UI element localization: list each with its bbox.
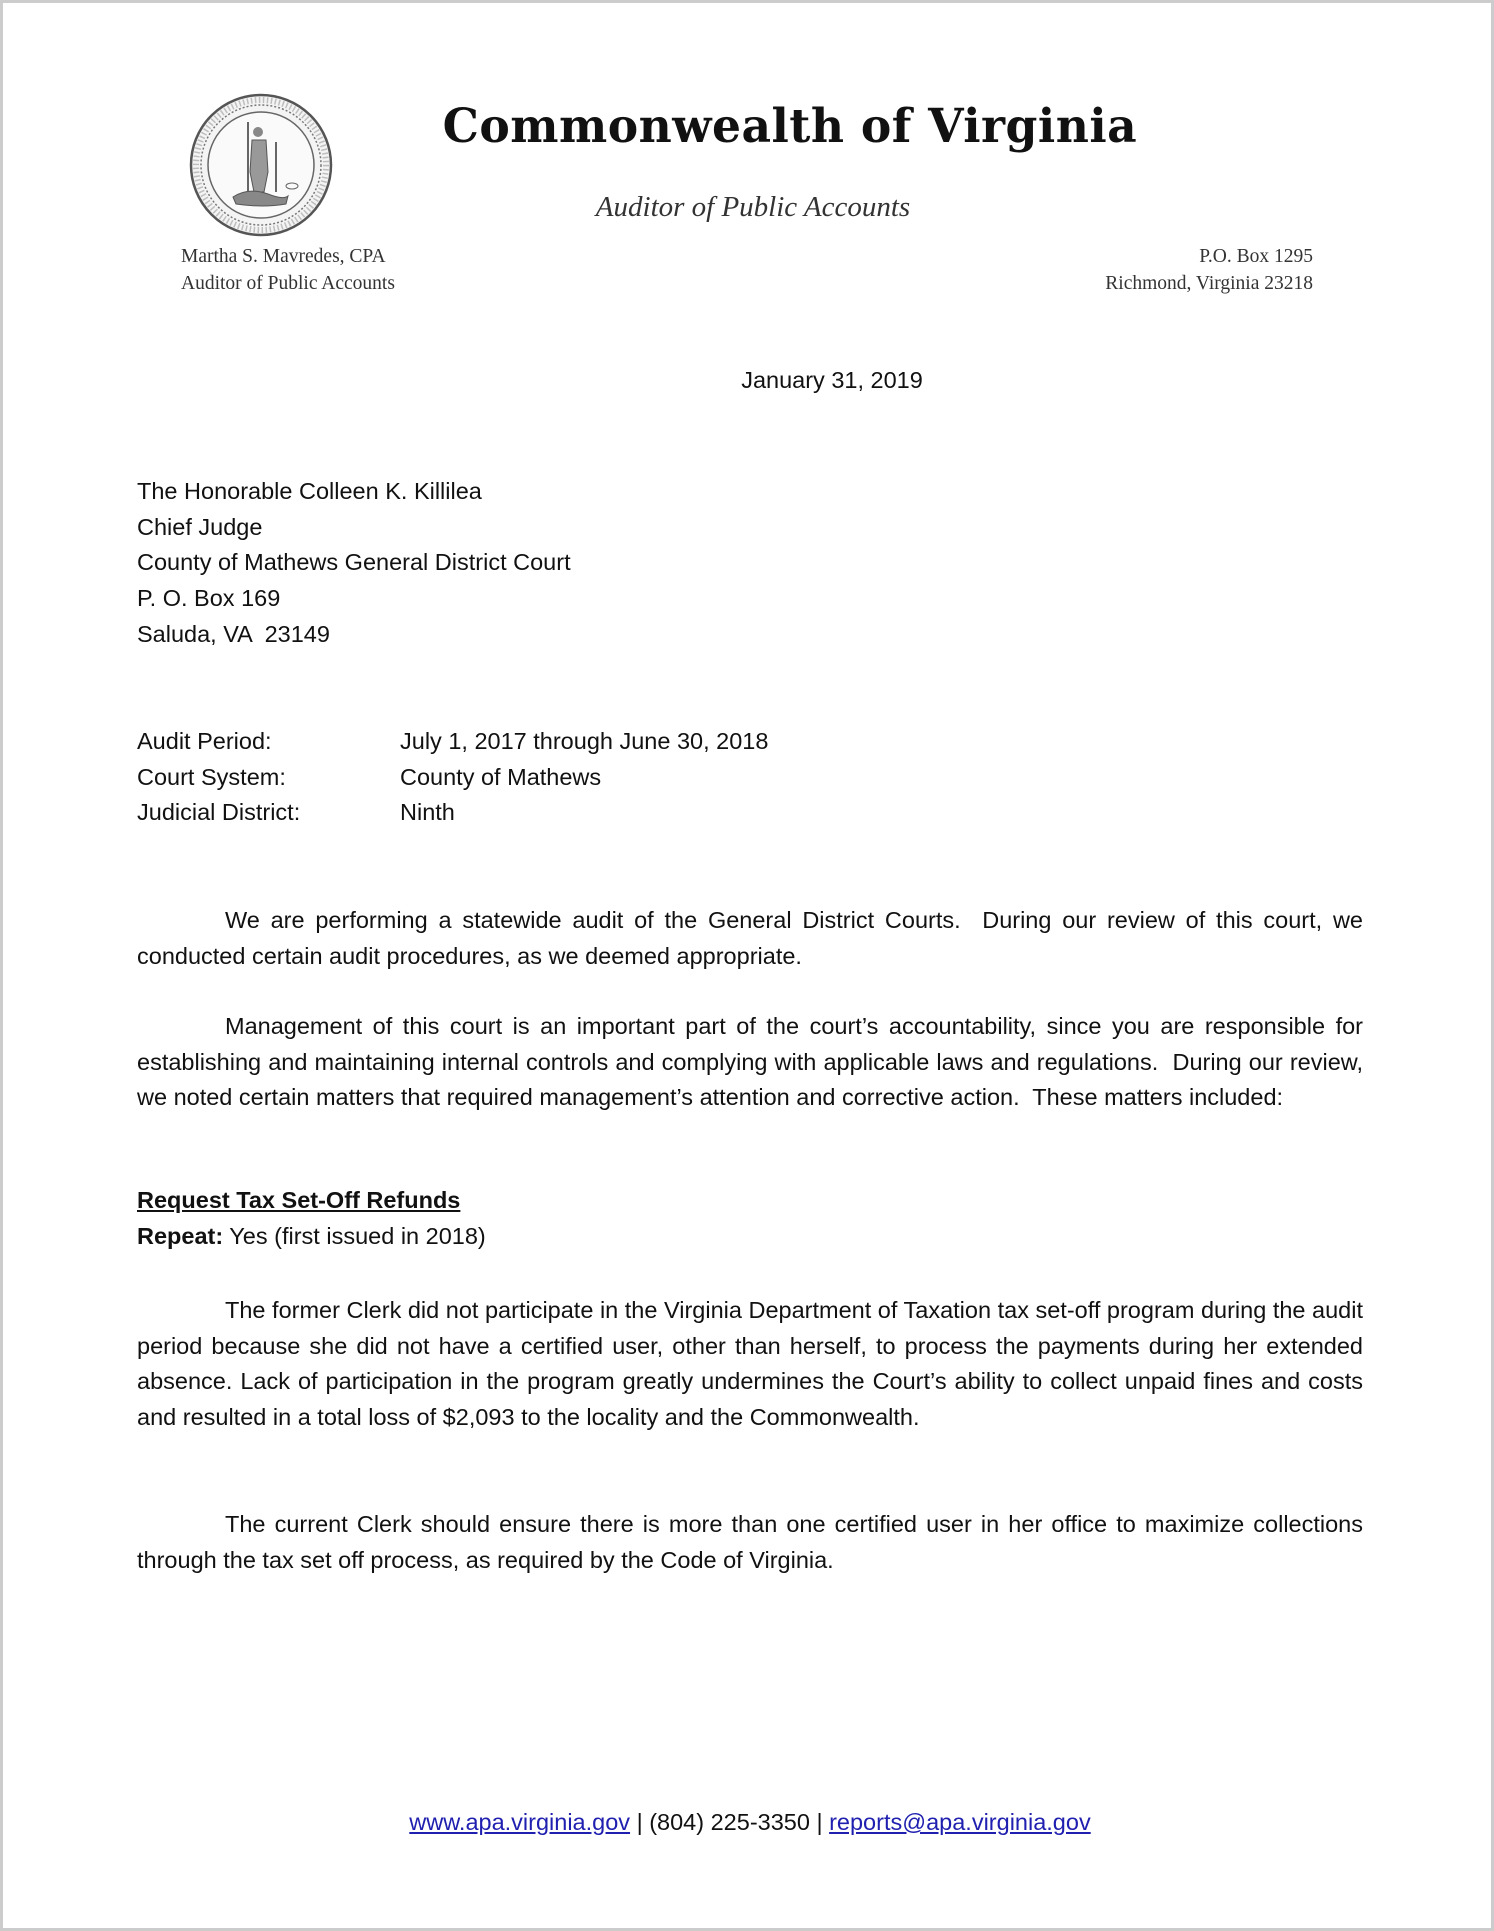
recipient-line: The Honorable Colleen K. Killilea <box>137 478 482 504</box>
recipient-line: Chief Judge <box>137 513 263 540</box>
masthead-title: Commonwealth of Virginia <box>442 99 1138 154</box>
letter-date-text: January 31, 2019 <box>741 367 923 393</box>
finding-repeat-label: Repeat: <box>137 1223 224 1249</box>
auditor-name: Martha S. Mavredes, CPA <box>181 246 386 267</box>
audit-info-value: July 1, 2017 through June 30, 2018 <box>400 728 769 754</box>
audit-info-label: Audit Period: <box>137 728 272 754</box>
footer-contact <box>3 1809 1494 1836</box>
footer-separator: | <box>630 1809 650 1835</box>
letter-date <box>3 367 1494 394</box>
recipient-line: County of Mathews General District Court <box>137 549 571 576</box>
recipient-line: Saluda, VA 23149 <box>137 620 330 647</box>
auditor-position: Auditor of Public Accounts <box>181 273 395 294</box>
auditor-block <box>181 243 395 297</box>
audit-info-table <box>137 724 768 831</box>
email-link[interactable]: reports@apa.virginia.gov <box>829 1809 1091 1835</box>
audit-info-row <box>137 760 768 796</box>
recipient-address <box>137 474 571 653</box>
recipient-line: P. O. Box 169 <box>137 585 281 612</box>
audit-info-label: Court System: <box>137 763 286 790</box>
finding-repeat-status <box>137 1223 486 1250</box>
footer-separator: | <box>809 1809 830 1835</box>
audit-info-value: Ninth <box>400 799 455 826</box>
finding-repeat-value: Yes (first issued in 2018) <box>223 1223 486 1249</box>
office-city-state-zip: Richmond, Virginia 23218 <box>1105 273 1313 294</box>
office-address-block <box>1105 243 1313 297</box>
masthead-subtitle: Auditor of Public Accounts <box>595 191 911 223</box>
virginia-state-seal-icon <box>188 92 334 238</box>
finding-title: Request Tax Set-Off Refunds <box>137 1187 461 1213</box>
audit-info-row <box>137 724 768 760</box>
finding-condition-paragraph: The former Clerk did not participate in the Virginia Department of Taxation tax set-off program during the audit period because she did not have a certified user, other than herself, to process the payments during her extended absence. Lack of participation in the program greatly undermines the Court’s ability to collect unpaid fines and costs and resulted in a total loss of $2,093 to the locality and the Commonwealth. <box>137 1297 1363 1431</box>
management-paragraph: Management of this court is an important part of the court’s accountability, since you are responsible for establishing and maintaining internal controls and complying with applicable laws and regulations. During our review, we noted certain matters that required management’s attention and corrective action. These matters included: <box>137 1013 1370 1111</box>
audit-info-value: County of Mathews <box>400 763 602 790</box>
audit-info-row <box>137 795 768 831</box>
finding-recommendation-paragraph: The current Clerk should ensure there is more than one certified user in her office to maximize collections through the tax set off process, as required by the Code of Virginia. <box>137 1511 1363 1573</box>
phone-number: (804) 225-3350 <box>649 1809 810 1835</box>
website-link[interactable]: www.apa.virginia.gov <box>409 1809 631 1835</box>
audit-info-label: Judicial District: <box>137 799 301 826</box>
office-po-box: P.O. Box 1295 <box>1199 246 1313 267</box>
intro-paragraph: We are performing a statewide audit of the General District Courts. During our review of this court, we conducted certain audit procedures, as we deemed appropriate. <box>137 907 1370 969</box>
